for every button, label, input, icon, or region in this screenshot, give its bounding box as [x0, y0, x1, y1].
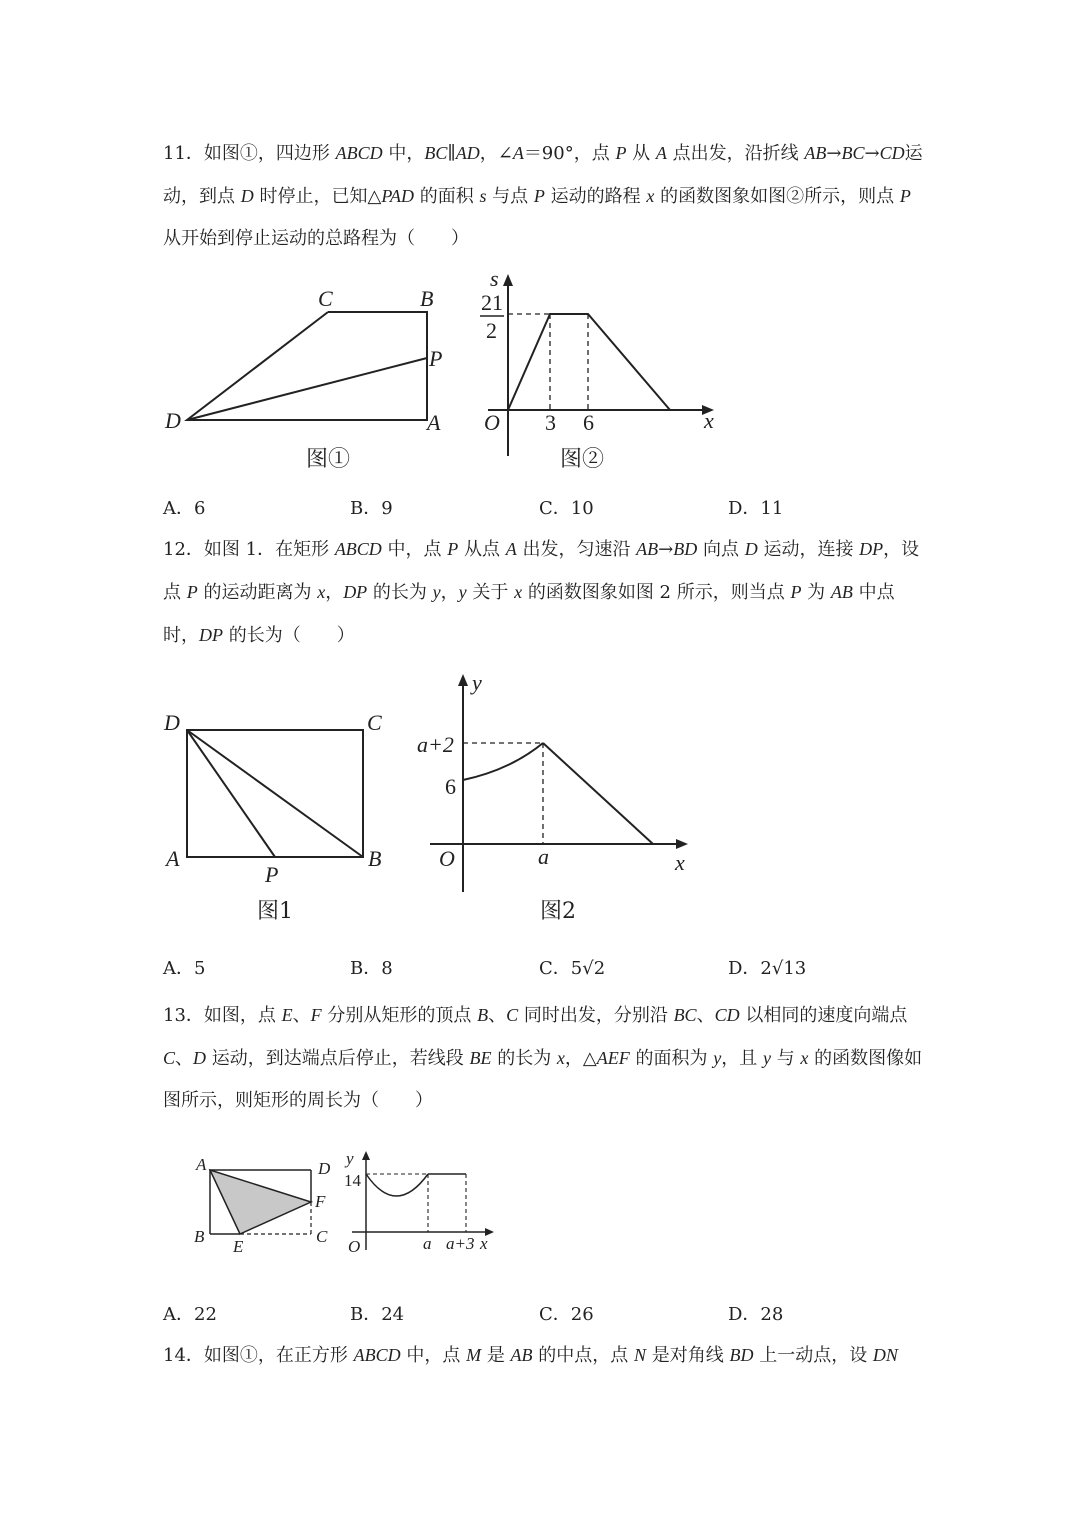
- math-variable: AB: [636, 539, 659, 559]
- math-variable: P: [533, 186, 545, 206]
- y-axis-label: s: [490, 266, 499, 291]
- option-c: C．5√2: [539, 958, 606, 979]
- segment-DP: [187, 730, 275, 857]
- math-variable: B: [477, 1005, 489, 1025]
- text-run: 的长为: [491, 1048, 557, 1069]
- text-run: 的长为（ ）: [223, 625, 355, 646]
- text-run: 、: [175, 1048, 194, 1069]
- math-variable: y: [762, 1048, 771, 1068]
- math-variable: D: [240, 186, 254, 206]
- text-run: 中，: [382, 143, 425, 164]
- x-tick-label: 3: [545, 410, 556, 435]
- q12-options: [163, 954, 923, 984]
- segment-DP: [187, 358, 427, 420]
- math-variable: M: [466, 1345, 482, 1365]
- vertex-D-label: D: [164, 710, 180, 735]
- text-run: 的面积为: [629, 1048, 714, 1069]
- text-run: 上一动点，设: [753, 1345, 873, 1366]
- vertex-A-label: A: [166, 846, 180, 871]
- text-run: 点出发，沿折线: [666, 143, 805, 164]
- x-tick-a: a: [423, 1234, 432, 1253]
- vertex-C-label: C: [316, 1227, 328, 1246]
- point-F-label: F: [315, 1192, 326, 1211]
- math-variable: CD: [714, 1005, 740, 1025]
- math-variable: D: [744, 539, 758, 559]
- math-variable: BC: [673, 1005, 697, 1025]
- text-run: 从点: [458, 539, 506, 560]
- origin-label: O: [439, 846, 455, 871]
- math-variable: CD: [879, 143, 905, 163]
- y-axis-label: y: [472, 670, 482, 695]
- math-variable: BC: [841, 143, 865, 163]
- math-variable: ABCD: [334, 539, 382, 559]
- text-run: 中，点: [381, 539, 448, 560]
- figure-caption: 图①: [306, 447, 351, 472]
- vertex-D-label: D: [318, 1159, 331, 1178]
- math-variable: ABCD: [353, 1345, 401, 1365]
- math-variable: F: [310, 1005, 322, 1025]
- math-variable: BD: [673, 539, 698, 559]
- text-run: 运动，连接: [757, 539, 860, 560]
- option-c: C．10: [539, 498, 594, 519]
- text-run: 、: [292, 1005, 311, 1026]
- x-tick-a: a: [538, 844, 549, 869]
- math-variable: x: [800, 1048, 809, 1068]
- math-variable: C: [506, 1005, 519, 1025]
- origin-label: O: [484, 410, 500, 435]
- option-a: A．5: [163, 958, 206, 979]
- text-run: 、: [488, 1005, 507, 1026]
- y-axis-arrow: [503, 274, 513, 286]
- text-run: 与: [770, 1048, 801, 1069]
- text-run: →: [864, 143, 880, 164]
- question-12-text: [163, 528, 923, 657]
- question-13-text: [163, 994, 923, 1122]
- math-variable: A: [655, 143, 667, 163]
- figure-caption: 图1: [257, 899, 293, 924]
- function-graph: [508, 314, 670, 410]
- math-variable: BD: [729, 1345, 754, 1365]
- y-value-6: 6: [445, 774, 456, 799]
- y-axis-arrow: [362, 1151, 370, 1160]
- q12-figure-2: [410, 668, 710, 928]
- text-run: 的函数图象如图②所示，则点: [654, 186, 900, 207]
- origin-label: O: [348, 1237, 361, 1256]
- y-value-denominator: 2: [486, 318, 497, 343]
- text-run: ，: [440, 582, 459, 603]
- y-value-a-plus-2: a+2: [417, 732, 454, 757]
- vertex-B-label: B: [368, 846, 382, 871]
- text-run: 向点: [697, 539, 745, 560]
- y-value-14: 14: [344, 1171, 361, 1190]
- option-c: C．26: [539, 1304, 594, 1325]
- q11-options: [163, 494, 923, 524]
- vertex-A-label: A: [427, 410, 441, 435]
- math-variable: y: [713, 1048, 722, 1068]
- option-d: D．11: [728, 498, 784, 519]
- text-run: 同时出发，分别沿: [518, 1005, 674, 1026]
- text-run: 分别从矩形的顶点: [321, 1005, 478, 1026]
- option-b: B．8: [350, 958, 393, 979]
- x-axis-arrow: [676, 839, 688, 849]
- math-variable: DN: [872, 1345, 898, 1365]
- text-run: 从开始到停止运动的总路程为（ ）: [163, 228, 469, 249]
- text-run: ，△: [564, 1048, 597, 1069]
- text-run: 的面积: [413, 186, 480, 207]
- math-variable: AB: [510, 1345, 533, 1365]
- curve-segment: [463, 743, 543, 780]
- y-axis-arrow: [458, 674, 468, 686]
- line-segment: [543, 743, 653, 844]
- text-run: 的中点，点: [532, 1345, 634, 1366]
- text-run: ，且: [721, 1048, 763, 1069]
- vertex-D-label: D: [165, 408, 181, 433]
- text-run: ＝90°，点: [523, 143, 616, 164]
- x-tick-a-plus-3: a+3: [446, 1234, 475, 1253]
- math-variable: AB: [830, 582, 853, 602]
- point-P-label: P: [265, 862, 279, 887]
- curve-segment: [366, 1174, 428, 1196]
- option-d: D．2√13: [728, 958, 807, 979]
- math-variable: y: [432, 582, 441, 602]
- vertex-B-label: B: [420, 286, 434, 311]
- text-run: 时停止，已知△: [253, 186, 382, 207]
- text-run: 的函数图象如图 2 所示，则当点: [522, 582, 791, 603]
- math-variable: AB: [804, 143, 827, 163]
- q13-figure-1: [188, 1150, 348, 1260]
- math-variable: P: [790, 582, 802, 602]
- math-variable: DP: [199, 625, 223, 645]
- text-run: 运动，到达端点后停止，若线段: [206, 1048, 470, 1069]
- text-run: 运动的路程: [544, 186, 647, 207]
- q13-options: [163, 1300, 923, 1330]
- math-variable: N: [634, 1345, 647, 1365]
- y-axis-label: y: [346, 1149, 354, 1168]
- math-variable: BE: [469, 1048, 492, 1068]
- math-variable: AD: [455, 143, 480, 163]
- q13-figure-2: [340, 1146, 510, 1260]
- math-variable: D: [193, 1048, 207, 1068]
- math-variable: x: [556, 1048, 565, 1068]
- q11-figure-2: [468, 262, 728, 480]
- figure-caption: 图②: [560, 447, 605, 472]
- text-run: 是: [481, 1345, 511, 1366]
- text-run: 为: [801, 582, 831, 603]
- point-P-label: P: [429, 346, 443, 371]
- math-variable: s: [479, 186, 487, 206]
- figure-caption: 图2: [540, 899, 576, 924]
- math-variable: A: [505, 539, 517, 559]
- math-variable: y: [458, 582, 467, 602]
- text-run: ，∠: [479, 143, 513, 164]
- text-run: 13．如图，点: [163, 1005, 282, 1026]
- text-run: →: [658, 539, 674, 560]
- math-variable: AEF: [596, 1048, 630, 1068]
- shaded-triangle-AEF: [210, 1170, 311, 1234]
- x-axis-label: x: [704, 408, 714, 433]
- math-variable: A: [512, 143, 524, 163]
- math-variable: x: [646, 186, 655, 206]
- option-a: A．6: [163, 498, 206, 519]
- vertex-C-label: C: [318, 286, 333, 311]
- text-run: ，设点: [163, 539, 920, 603]
- option-b: B．9: [350, 498, 393, 519]
- text-run: 关于: [466, 582, 515, 603]
- math-variable: x: [317, 582, 326, 602]
- question-14-text: [163, 1334, 923, 1377]
- text-run: 、: [696, 1005, 715, 1026]
- math-variable: ABCD: [335, 143, 383, 163]
- text-run: ∥: [447, 143, 456, 164]
- vertex-C-label: C: [367, 710, 382, 735]
- text-run: 以相同的速度向端点: [739, 1005, 908, 1026]
- option-d: D．28: [728, 1304, 784, 1325]
- text-run: 的长为: [367, 582, 433, 603]
- text-run: 12．如图 1．在矩形: [163, 539, 335, 560]
- q11-figure-1: [160, 270, 460, 480]
- math-variable: C: [163, 1048, 176, 1068]
- math-variable: P: [447, 539, 459, 559]
- point-E-label: E: [233, 1237, 244, 1256]
- text-run: →: [826, 143, 842, 164]
- text-run: 从: [626, 143, 656, 164]
- question-11-text: [163, 132, 923, 260]
- text-run: 的运动距离为: [197, 582, 318, 603]
- x-axis-label: x: [675, 850, 685, 875]
- vertex-B-label: B: [194, 1227, 205, 1246]
- text-run: 与点: [486, 186, 534, 207]
- text-run: 中点时，: [163, 582, 895, 646]
- option-a: A．22: [163, 1304, 217, 1325]
- math-variable: P: [186, 582, 198, 602]
- option-b: B．24: [350, 1304, 405, 1325]
- x-tick-label: 6: [583, 410, 594, 435]
- trapezoid-outline: [187, 312, 427, 420]
- math-variable: DP: [859, 539, 884, 559]
- text-run: 出发，匀速沿: [516, 539, 637, 560]
- math-variable: E: [281, 1005, 293, 1025]
- math-variable: DP: [343, 582, 368, 602]
- vertex-A-label: A: [196, 1155, 207, 1174]
- math-variable: PAD: [381, 186, 414, 206]
- diagonal-DB: [187, 730, 363, 857]
- y-value-numerator: 21: [481, 290, 503, 315]
- text-run: ，: [325, 582, 344, 603]
- q12-figure-1: [160, 700, 400, 928]
- text-run: 11．如图①，四边形: [163, 143, 336, 164]
- text-run: 运动，到点: [163, 143, 923, 207]
- text-run: 14．如图①，在正方形: [163, 1345, 354, 1366]
- math-variable: P: [899, 186, 911, 206]
- math-variable: x: [514, 582, 523, 602]
- text-run: 中，点: [400, 1345, 467, 1366]
- math-variable: P: [615, 143, 627, 163]
- text-run: 是对角线: [646, 1345, 730, 1366]
- math-variable: BC: [424, 143, 448, 163]
- text-run: 的函数图像如图所示，则矩形的周长为（ ）: [163, 1048, 923, 1111]
- x-axis-label: x: [480, 1234, 488, 1253]
